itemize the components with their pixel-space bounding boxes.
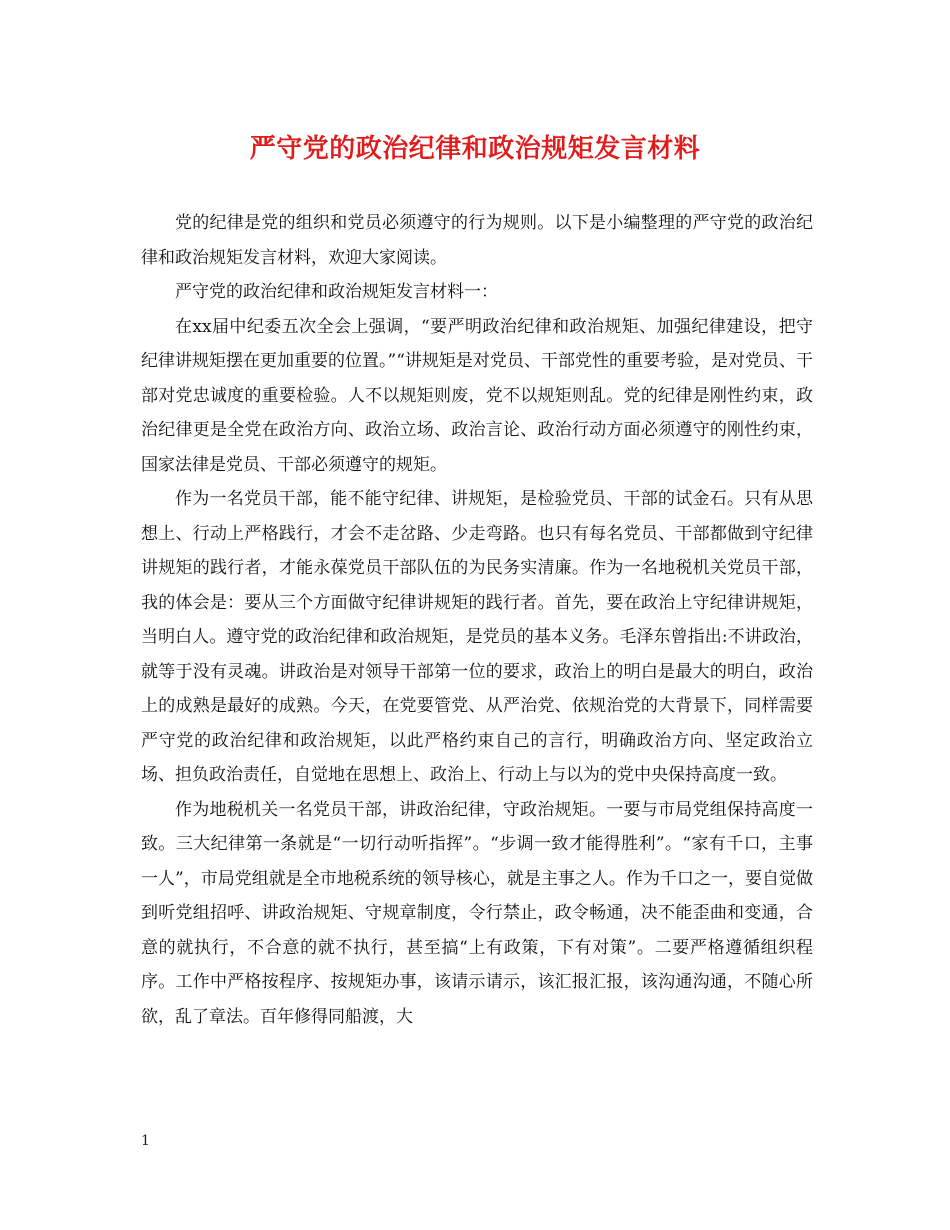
- paragraph-section-heading: 严守党的政治纪律和政治规矩发言材料一：: [175, 282, 498, 302]
- document-body: [141, 206, 813, 1034]
- paragraph-discipline: 在xx届中纪委五次全会上强调，“要严明政治纪律和政治规矩、加强纪律建设，把守纪律讲规矩摆在更加重要的位置。”“讲规矩是对党员、干部党性的重要考验，是对党员、干部对党忠诚度的重要检验。人不以规矩则废，党不以规矩则乱。党的纪律是刚性约束，政治纪律更是全党在政治方向、政治立场、政治言论、政治行动方面必须遵守的刚性约束，国家法律是党员、干部必须遵守的规矩。: [141, 316, 813, 475]
- paragraph-tax-bureau: 作为地税机关一名党员干部，讲政治纪律，守政治规矩。一要与市局党组保持高度一致。三大纪律第一条就是“一切行动听指挥”。“步调一致才能得胜利”。“家有千口，主事一人”，市局党组就是全市地税系统的领导核心，就是主事之人。作为千口之一，要自觉做到听党组招呼、讲政治规矩、守规章制度，令行禁止，政令畅通，决不能歪曲和变通，合意的就执行，不合意的就不执行，甚至搞“上有政策，下有对策”。二要严格遵循组织程序。工作中严格按程序、按规矩办事，该请示请示，该汇报汇报，该沟通沟通，不随心所欲，乱了章法。百年修得同船渡，大: [141, 799, 813, 1027]
- paragraph-intro: 党的纪律是党的组织和党员必须遵守的行为规则。以下是小编整理的严守党的政治纪律和政治规矩发言材料，欢迎大家阅读。: [141, 213, 813, 268]
- document-title: 严守党的政治纪律和政治规矩发言材料: [249, 134, 701, 164]
- paragraph-party-member: 作为一名党员干部，能不能守纪律、讲规矩，是检验党员、干部的试金石。只有从思想上、行动上严格践行，才会不走岔路、少走弯路。也只有每名党员、干部都做到守纪律讲规矩的践行者，才能永葆党员干部队伍的为民务实清廉。作为一名地税机关党员干部，我的体会是：要从三个方面做守纪律讲规矩的践行者。首先，要在政治上守纪律讲规矩，当明白人。遵守党的政治纪律和政治规矩，是党员的基本义务。毛泽东曾指出:不讲政治，就等于没有灵魂。讲政治是对领导干部第一位的要求，政治上的明白是最大的明白，政治上的成熟是最好的成熟。今天，在党要管党、从严治党、依规治党的大背景下，同样需要严守党的政治纪律和政治规矩，以此严格约束自己的言行，明确政治方向、坚定政治立场、担负政治责任，自觉地在思想上、政治上、行动上与以为的党中央保持高度一致。: [141, 489, 813, 785]
- page-number: 1: [141, 1133, 150, 1149]
